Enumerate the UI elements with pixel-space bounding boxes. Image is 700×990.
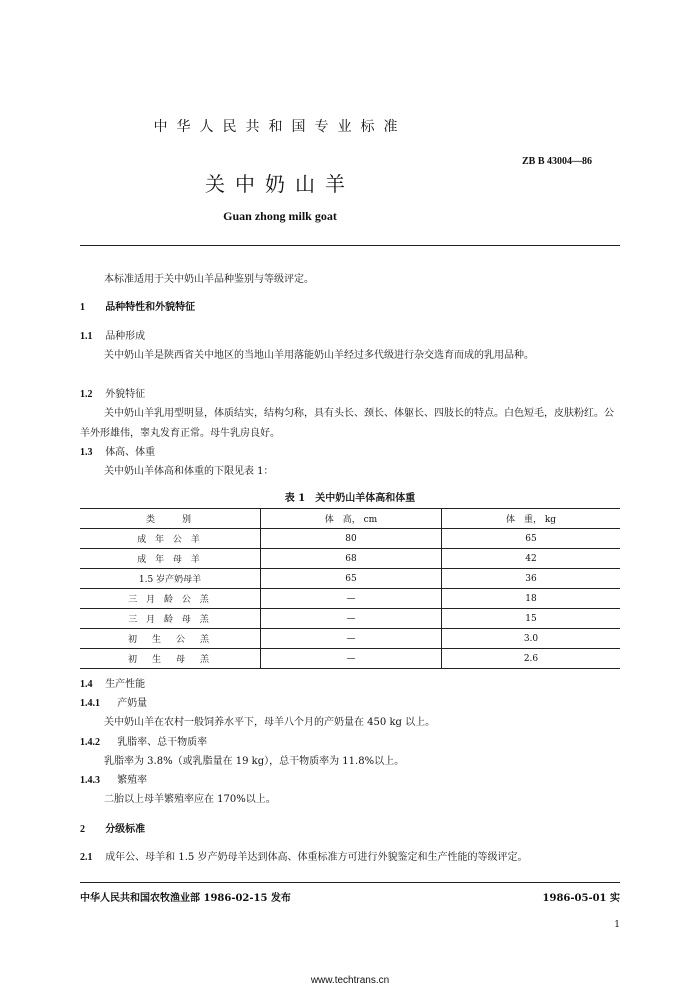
section-title: 生产性能 bbox=[105, 679, 146, 690]
section-1-4-3-body: 二胎以上母羊繁殖率应在 170%以上。 bbox=[104, 794, 276, 805]
section-number: 1.4 bbox=[80, 679, 93, 690]
table-cell: 15 bbox=[442, 609, 621, 629]
section-title: 品种特性和外貌特征 bbox=[105, 302, 196, 313]
standard-code: ZB B 43004—86 bbox=[521, 156, 592, 167]
page-title-english: Guan zhong milk goat bbox=[223, 209, 337, 223]
table-cell: 65 bbox=[261, 569, 442, 589]
table-row bbox=[80, 549, 620, 569]
section-1-3-heading bbox=[80, 443, 620, 463]
page-number: 1 bbox=[614, 920, 620, 930]
table-cell: 三 月 龄 母 羔 bbox=[80, 609, 261, 629]
data-table bbox=[80, 508, 620, 669]
table-cell: 36 bbox=[442, 569, 621, 589]
section-title: 外貌特征 bbox=[105, 389, 146, 400]
effective-date: 1986-05-01 实 bbox=[542, 893, 620, 904]
section-1-4-1-body: 关中奶山羊在农村一般饲养水平下，母羊八个月的产奶量在 450 kg 以上。 bbox=[104, 717, 436, 728]
section-title: 繁殖率 bbox=[117, 775, 148, 786]
section-title: 品种形成 bbox=[105, 331, 146, 342]
section-2-1-paragraph bbox=[80, 848, 620, 868]
table-cell: 42 bbox=[442, 549, 621, 569]
section-1-2-heading bbox=[80, 385, 620, 405]
section-1-4-2-body: 乳脂率为 3.8%（或乳脂量在 19 kg），总干物质率为 11.8%以上。 bbox=[104, 756, 405, 767]
table-cell: 初 生 母 羔 bbox=[80, 649, 261, 669]
table-caption: 表 1 关中奶山羊体高和体重 bbox=[284, 493, 416, 504]
table-cell: 3.0 bbox=[442, 629, 621, 649]
section-number: 1.4.2 bbox=[80, 737, 100, 748]
table-cell: 80 bbox=[261, 529, 442, 549]
table-cell: 1.5 岁产奶母羊 bbox=[80, 569, 261, 589]
section-number: 2.1 bbox=[80, 852, 93, 863]
org-title: 中华人民共和国专业标准 bbox=[153, 119, 407, 135]
table-header-row bbox=[80, 509, 620, 529]
section-1-heading bbox=[80, 298, 620, 318]
section-number: 1 bbox=[80, 302, 85, 313]
section-1-4-heading bbox=[80, 675, 620, 695]
section-number: 1.1 bbox=[80, 331, 93, 342]
intro-paragraph: 本标准适用于关中奶山羊品种鉴别与等级评定。 bbox=[104, 274, 314, 285]
table-row bbox=[80, 529, 620, 549]
section-2-heading bbox=[80, 820, 620, 840]
website-link[interactable]: www.techtrans.cn bbox=[310, 975, 390, 986]
section-title: 体高、体重 bbox=[105, 447, 156, 458]
section-1-4-2-heading bbox=[80, 733, 620, 753]
table-row bbox=[80, 649, 620, 669]
section-number: 2 bbox=[80, 824, 85, 835]
section-1-3-body: 关中奶山羊体高和体重的下限见表 1： bbox=[104, 466, 274, 477]
section-1-4-3-heading bbox=[80, 771, 620, 791]
section-number: 1.4.3 bbox=[80, 775, 100, 786]
table-cell: 成 年 母 羊 bbox=[80, 549, 261, 569]
footer-divider bbox=[80, 882, 620, 883]
table-cell: — bbox=[261, 609, 442, 629]
section-1-4-1-heading bbox=[80, 694, 620, 714]
header-divider bbox=[80, 245, 620, 246]
table-cell: — bbox=[261, 589, 442, 609]
section-title: 分级标准 bbox=[105, 824, 146, 835]
table-cell: — bbox=[261, 629, 442, 649]
table-cell: 68 bbox=[261, 549, 442, 569]
column-header: 体 重， kg bbox=[442, 509, 621, 529]
column-header: 类 别 bbox=[80, 509, 261, 529]
section-1-1-body: 关中奶山羊是陕西省关中地区的当地山羊用落能奶山羊经过多代级进行杂交选育而成的乳用品种。 bbox=[104, 350, 534, 361]
table-cell: 65 bbox=[442, 529, 621, 549]
table-cell: 18 bbox=[442, 589, 621, 609]
table-row bbox=[80, 589, 620, 609]
table-cell: — bbox=[261, 649, 442, 669]
section-number: 1.4.1 bbox=[80, 698, 100, 709]
issuer-line: 中华人民共和国农牧渔业部 1986-02-15 发布 bbox=[80, 893, 291, 904]
table-cell: 三 月 龄 公 羔 bbox=[80, 589, 261, 609]
table-row bbox=[80, 569, 620, 589]
table-cell: 2.6 bbox=[442, 649, 621, 669]
section-body: 成年公、母羊和 1.5 岁产奶母羊达到体高、体重标准方可进行外貌鉴定和生产性能的等级评定。 bbox=[105, 852, 528, 863]
table-row bbox=[80, 609, 620, 629]
column-header: 体 高， cm bbox=[261, 509, 442, 529]
section-title: 产奶量 bbox=[117, 698, 148, 709]
table-cell: 初 生 公 羔 bbox=[80, 629, 261, 649]
section-title: 乳脂率、总干物质率 bbox=[117, 737, 208, 748]
table-row bbox=[80, 629, 620, 649]
section-1-2-body: 关中奶山羊乳用型明显，体质结实，结构匀称，具有头长、颈长、体躯长、四肢长的特点。白色短毛，皮肤粉红。公羊外形雄伟，睾丸发育正常。母牛乳房良好。 bbox=[80, 408, 614, 439]
section-number: 1.3 bbox=[80, 447, 93, 458]
page-title: 关中奶山羊 bbox=[205, 172, 355, 196]
table-cell: 成 年 公 羊 bbox=[80, 529, 261, 549]
section-1-1-heading bbox=[80, 327, 620, 347]
section-number: 1.2 bbox=[80, 389, 93, 400]
